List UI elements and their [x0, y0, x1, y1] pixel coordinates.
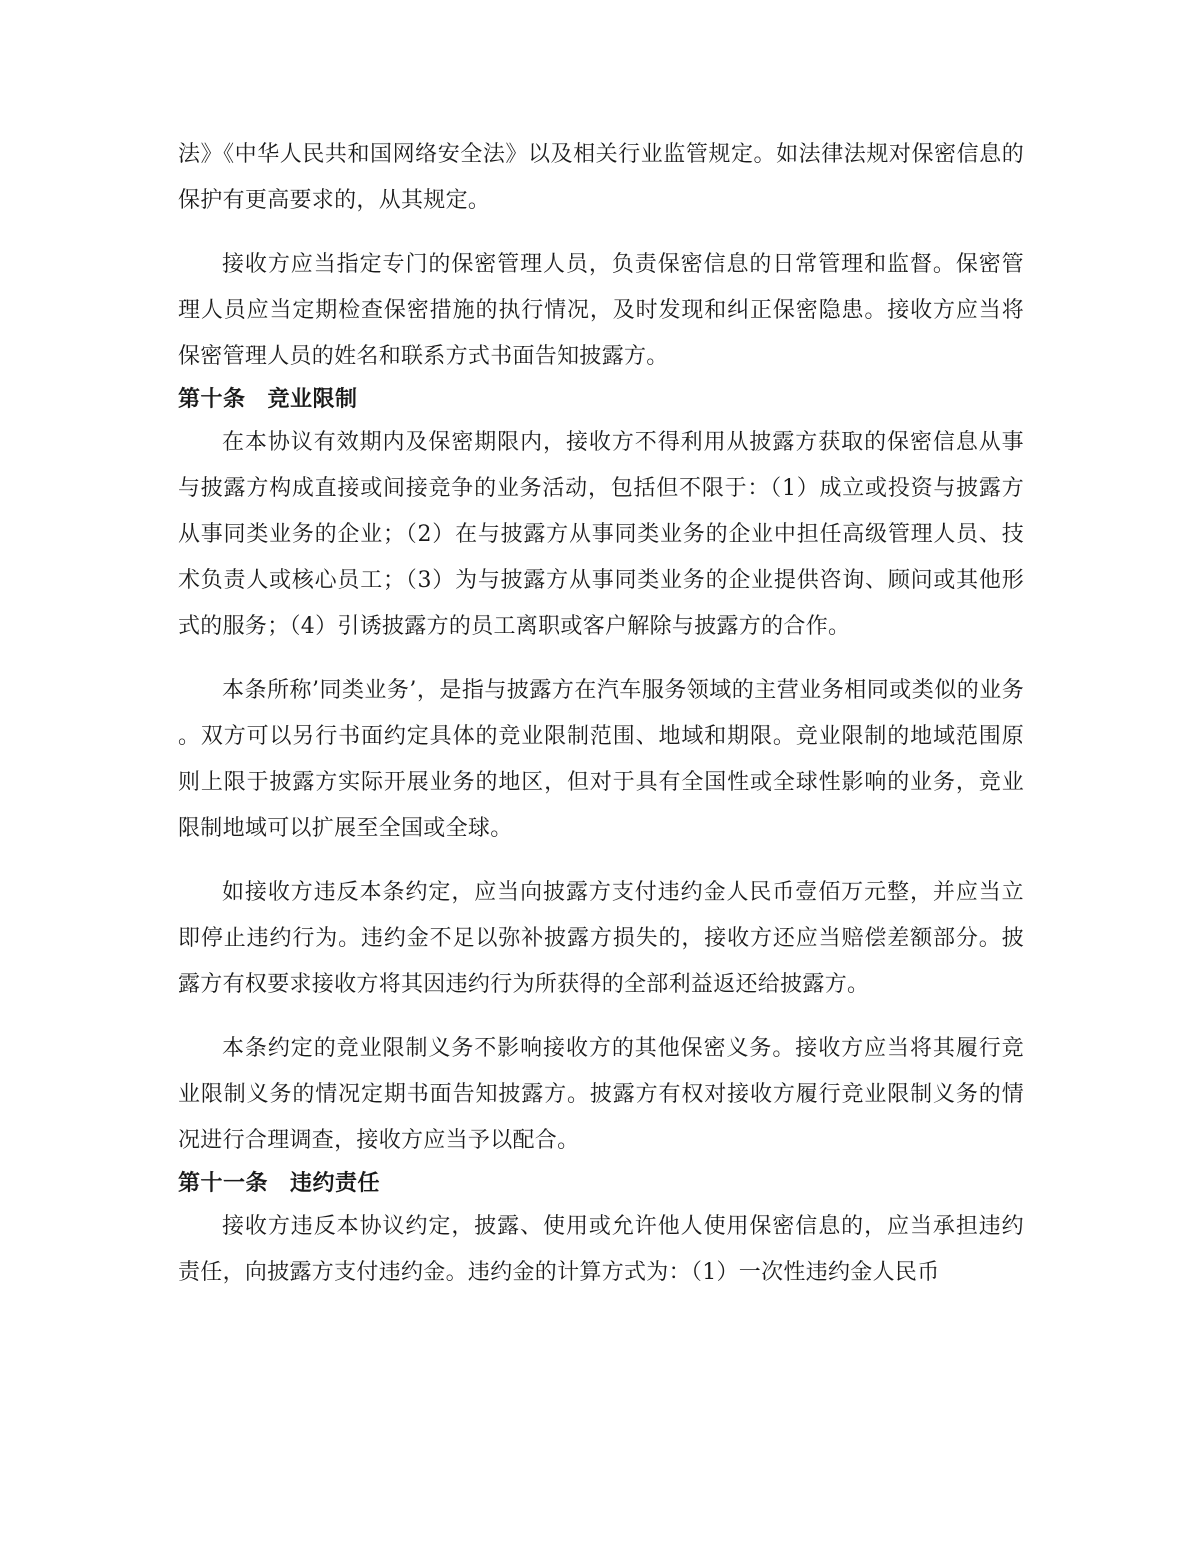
- paragraph-similar-business-definition: 本条所称’同类业务’，是指与披露方在汽车服务领域的主营业务相同或类似的业务。双方可以另行书面约定具体的竞业限制范围、地域和期限。竞业限制的地域范围原则上限于披露方实际开展业务的地区，但对于具有全国性或全球性影响的业务，竞业限制地域可以扩展至全国或全球。: [178, 678, 1024, 841]
- section-number: 第十条: [178, 387, 246, 412]
- paragraph-noncompete-penalty: 如接收方违反本条约定，应当向披露方支付违约金人民币壹佰万元整，并应当立即停止违约行为。违约金不足以弥补披露方损失的，接收方还应当赔偿差额部分。披露方有权要求接收方将其因违约行为所获得的全部利益返还给披露方。: [178, 880, 1024, 997]
- section-title: 竞业限制: [267, 387, 358, 412]
- document-page: [178, 132, 1024, 1296]
- section-title: 违约责任: [290, 1171, 381, 1196]
- paragraph-noncompete-scope: 在本协议有效期内及保密期限内，接收方不得利用从披露方获取的保密信息从事与披露方构成直接或间接竞争的业务活动，包括但不限于：（1）成立或投资与披露方从事同类业务的企业；（2）在与披露方从事同类业务的企业中担任高级管理人员、技术负责人或核心员工；（3）为与披露方从事同类业务的企业提供咨询、顾问或其他形式的服务；（4）引诱披露方的员工离职或客户解除与披露方的合作。: [178, 430, 1024, 639]
- paragraph-noncompete-reporting: 本条约定的竞业限制义务不影响接收方的其他保密义务。接收方应当将其履行竞业限制义务的情况定期书面告知披露方。披露方有权对接收方履行竞业限制义务的情况进行合理调查，接收方应当予以配合。: [178, 1036, 1024, 1153]
- section-heading-11: [178, 1164, 1024, 1204]
- paragraph-confidentiality-manager: 接收方应当指定专门的保密管理人员，负责保密信息的日常管理和监督。保密管理人员应当定期检查保密措施的执行情况，及时发现和纠正保密隐患。接收方应当将保密管理人员的姓名和联系方式书面告知披露方。: [178, 252, 1024, 369]
- section-heading-10: [178, 380, 1024, 420]
- paragraph-intro-continuation: 法》《中华人民共和国网络安全法》以及相关行业监管规定。如法律法规对保密信息的保护有更高要求的，从其规定。: [178, 142, 1024, 213]
- paragraph-breach-liability: 接收方违反本协议约定，披露、使用或允许他人使用保密信息的，应当承担违约责任，向披露方支付违约金。违约金的计算方式为：（1）一次性违约金人民币: [178, 1214, 1024, 1285]
- section-number: 第十一条: [178, 1171, 269, 1196]
